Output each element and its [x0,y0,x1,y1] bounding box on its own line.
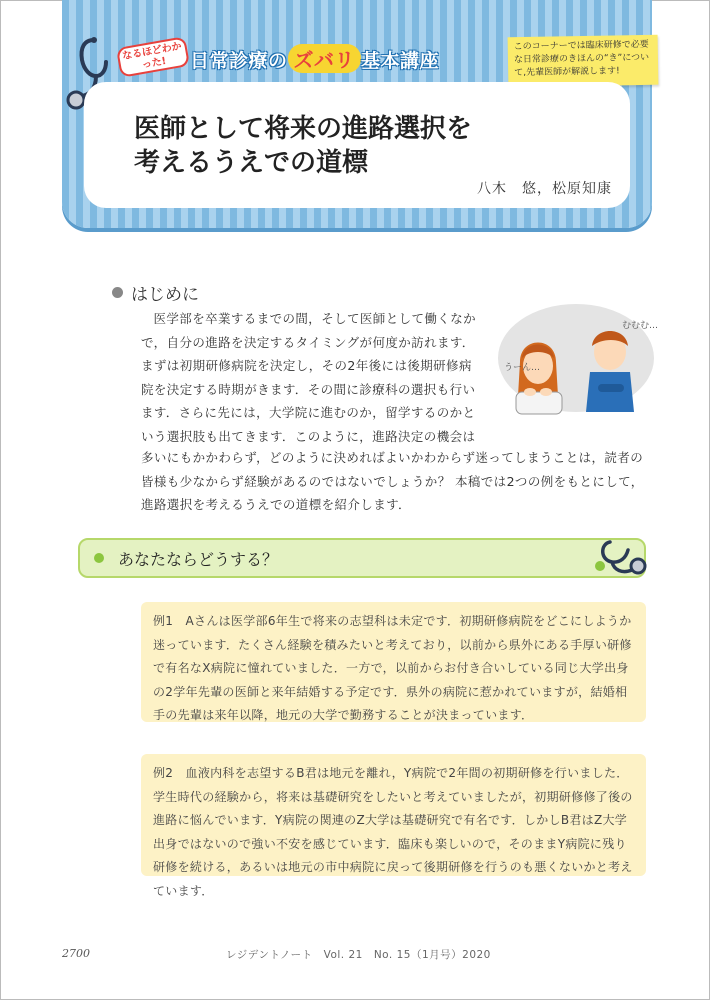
series-highlight: ズバリ [288,44,362,73]
section-heading-bar [78,538,646,578]
article-title [134,112,472,180]
section-heading-text: あなたならどうする？ [118,549,279,569]
intro-text-wrapped: 医学部を卒業するまでの間，そして医師として働くなかで，自分の進路を決定するタイミングが何度か訪れます．まずは初期研修病院を決定し，その2年後には後期研修病院を決定する時期がきます．その間に診療科の選択も行います．さらに先には，大学院に進むのか，留学するのかという選択肢も出てきます．このように，進路決定の機会は [141,311,477,444]
series-prefix: 日常診療の [190,50,288,72]
worried-doctors-illustration [494,300,659,420]
bullet-dot-icon [94,553,104,563]
title-line-2: 考えるうえでの道標 [134,148,369,178]
authors: 八木 悠，松原知康 [477,181,612,197]
intro-heading-text: はじめに [131,285,199,305]
title-line-1: 医師として将来の進路選択を [134,114,473,144]
intro-paragraph-continued: 多いにもかかわらず，どのように決めればよいかわからず迷ってしまうことは，読者の皆様も少なからず経験があるのではないでしょうか？ 本稿では2つの例をもとにして，進路選択を考えるうえでの道標を紹介します． [141,450,644,512]
series-suffix: 基本講座 [361,50,440,72]
title-card [84,82,630,208]
series-title [190,44,439,73]
example-box-2: 例2 血液内科を志望するB君は地元を離れ，Y病院で2年間の初期研修を行いました．学生時代の経験から，将来は基礎研究をしたいと考えていましたが，初期研修修了後の進路に悩んでいます．Y病院の関連のZ大学は基礎研究で有名です．しかしB君はZ大学出身ではないので強い不安を感じています．臨床も楽しいので，そのままY病院に残り研修を続ける，あるいは地元の市中病院に戻って後期研修を行うのも悪くないかと考えています． [141,754,646,876]
example-box-1: 例1 Aさんは医学部6年生で将来の志望科は未定です．初期研修病院をどこにしようか迷っています．たくさん経験を積みたいと考えており，以前から県外にある手厚い研修で有名なX病院に憧れていました．一方で，以前からお付き合いしている同じ大学出身の2学年先輩の医師と来年結婚する予定です．県外の病院に惹かれていますが，結婚相手の先輩は来年以降，地元の大学で勤務することが決まっています． [141,602,646,722]
tag-bubble: なるほどわかった! [116,36,190,78]
journal-footer: レジデントノート Vol. 21 No. 15（1月号）2020 [226,949,491,961]
sticky-note: このコーナーでは臨床研修で必要な日常診療のきほんの“き”について,先輩医師が解説します! [508,35,659,88]
illustration-text-right: むむむ… [622,321,659,331]
page-number: 2700 [62,947,90,960]
intro-heading [112,280,199,305]
illustration-text-left: うーん… [504,363,541,373]
bullet-dot-icon [112,287,123,298]
stethoscope-icon [590,536,650,578]
intro-paragraph [141,307,481,448]
